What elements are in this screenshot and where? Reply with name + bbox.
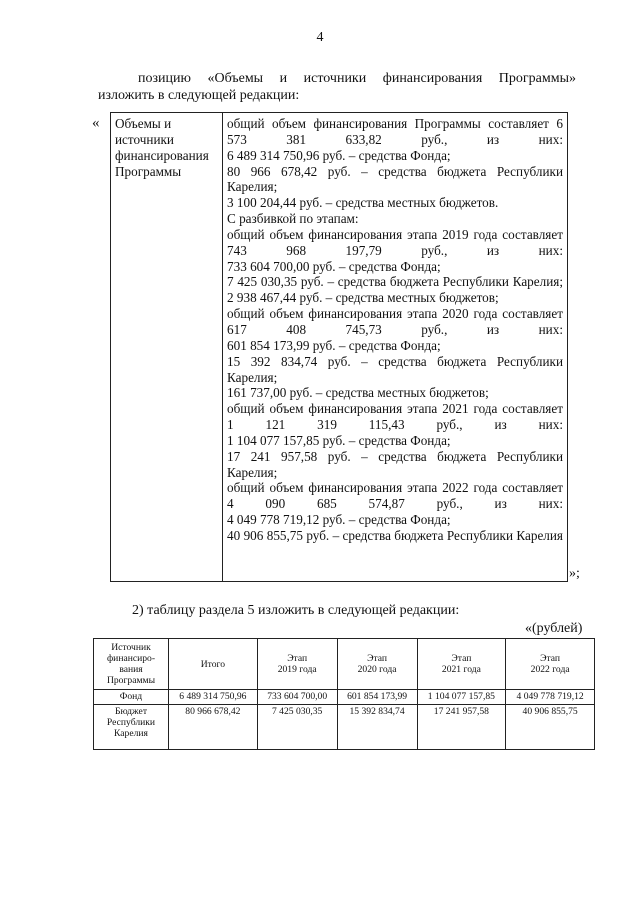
position-label-line: Объемы и — [115, 116, 172, 131]
header-2022 — [506, 639, 595, 690]
finance-table — [93, 638, 595, 750]
cell-2021: 1 104 077 157,85 — [417, 690, 506, 705]
header-line: 2021 года — [441, 664, 481, 675]
funding-paragraph: 15 392 834,74 руб. – средства бюджета Республики Карелия; — [227, 353, 563, 385]
funding-paragraph: общий объем финансирования этапа 2022 года составляет 4 090 685 574,87 руб., из них: — [227, 480, 563, 512]
header-line: Итого — [200, 658, 226, 670]
funding-paragraph: 4 049 778 719,12 руб. – средства Фонда; — [227, 512, 451, 528]
table-row — [94, 690, 595, 705]
intro-line-2: изложить в следующей редакции: — [98, 88, 300, 103]
page-number: 4 — [316, 30, 324, 45]
funding-paragraph: 2 938 467,44 руб. – средства местных бюджетов; — [227, 290, 499, 306]
cell-2019: 733 604 700,00 — [257, 690, 337, 705]
table-row — [94, 705, 595, 750]
intro-text — [98, 70, 576, 104]
opening-quote: « — [92, 115, 100, 131]
cell-2021: 17 241 957,58 — [417, 705, 506, 750]
funding-paragraph: 7 425 030,35 руб. – средства бюджета Республики Карелия; — [227, 274, 563, 290]
position-label-line: финансирования — [115, 147, 209, 163]
item-2-text: 2) таблицу раздела 5 изложить в следующей редакции: — [132, 603, 460, 618]
cell-2019: 7 425 030,35 — [257, 705, 337, 750]
row-source — [94, 705, 169, 750]
position-table — [110, 112, 568, 582]
funding-paragraph: 3 100 204,44 руб. – средства местных бюджетов. — [227, 195, 499, 211]
funding-paragraph: 601 854 173,99 руб. – средства Фонда; — [227, 337, 441, 353]
header-2021 — [417, 639, 506, 690]
header-line: Этап — [287, 653, 308, 664]
closing-quote: »; — [569, 566, 580, 581]
finance-table-header-row — [94, 639, 595, 690]
source-line: Фонд — [119, 691, 143, 702]
funding-paragraph: 733 604 700,00 руб. – средства Фонда; — [227, 258, 441, 274]
header-line: финансиро- — [106, 653, 156, 664]
unit-note: «(рублей) — [525, 621, 583, 636]
position-label-cell — [111, 113, 223, 582]
header-2020 — [337, 639, 417, 690]
header-line: 2022 года — [530, 664, 570, 675]
source-line: Республики — [106, 717, 156, 728]
header-total — [169, 639, 258, 690]
funding-paragraph: общий объем финансирования Программы составляет 6 573 381 633,82 руб., из них: — [227, 116, 563, 147]
row-source — [94, 690, 169, 705]
header-line: Источник — [111, 642, 151, 653]
position-label-line: Программы — [115, 163, 182, 179]
header-line: вания — [119, 664, 143, 675]
cell-2020: 601 854 173,99 — [337, 690, 417, 705]
header-2019 — [257, 639, 337, 690]
header-source — [94, 639, 169, 690]
cell-total: 80 966 678,42 — [169, 705, 258, 750]
cell-2020: 15 392 834,74 — [337, 705, 417, 750]
position-label-line: источники — [115, 131, 174, 147]
source-line: Карелия — [114, 728, 148, 739]
funding-paragraph: 17 241 957,58 руб. – средства бюджета Республики Карелия; — [227, 448, 563, 480]
funding-paragraph: общий объем финансирования этапа 2021 года составляет 1 121 319 115,43 руб., из них: — [227, 401, 563, 433]
header-line: Этап — [367, 653, 388, 664]
header-line: Этап — [451, 653, 472, 664]
funding-paragraph: 40 906 855,75 руб. – средства бюджета Республики Карелия — [227, 527, 563, 543]
cell-total: 6 489 314 750,96 — [169, 690, 258, 705]
header-line: Программы — [106, 675, 156, 686]
position-value-cell — [223, 113, 568, 582]
cell-2022: 4 049 778 719,12 — [506, 690, 595, 705]
funding-paragraph: общий объем финансирования этапа 2020 года составляет 617 408 745,73 руб., из них: — [227, 306, 563, 337]
funding-paragraph: 80 966 678,42 руб. – средства бюджета Республики Карелия; — [227, 163, 563, 195]
header-line: Этап — [540, 653, 561, 664]
header-line: 2019 года — [277, 664, 317, 675]
intro-line-1: позицию «Объемы и источники финансирования Программы» — [138, 71, 576, 86]
funding-paragraph: 161 737,00 руб. – средства местных бюджетов; — [227, 385, 489, 401]
funding-paragraph: 1 104 077 157,85 руб. – средства Фонда; — [227, 432, 451, 448]
source-line: Бюджет — [114, 706, 148, 717]
header-line: 2020 года — [357, 664, 397, 675]
cell-2022: 40 906 855,75 — [506, 705, 595, 750]
funding-paragraph: 6 489 314 750,96 руб. – средства Фонда; — [227, 147, 451, 163]
funding-paragraph: общий объем финансирования этапа 2019 года составляет 743 968 197,79 руб., из них: — [227, 226, 563, 258]
funding-paragraph: С разбивкой по этапам: — [227, 211, 359, 227]
